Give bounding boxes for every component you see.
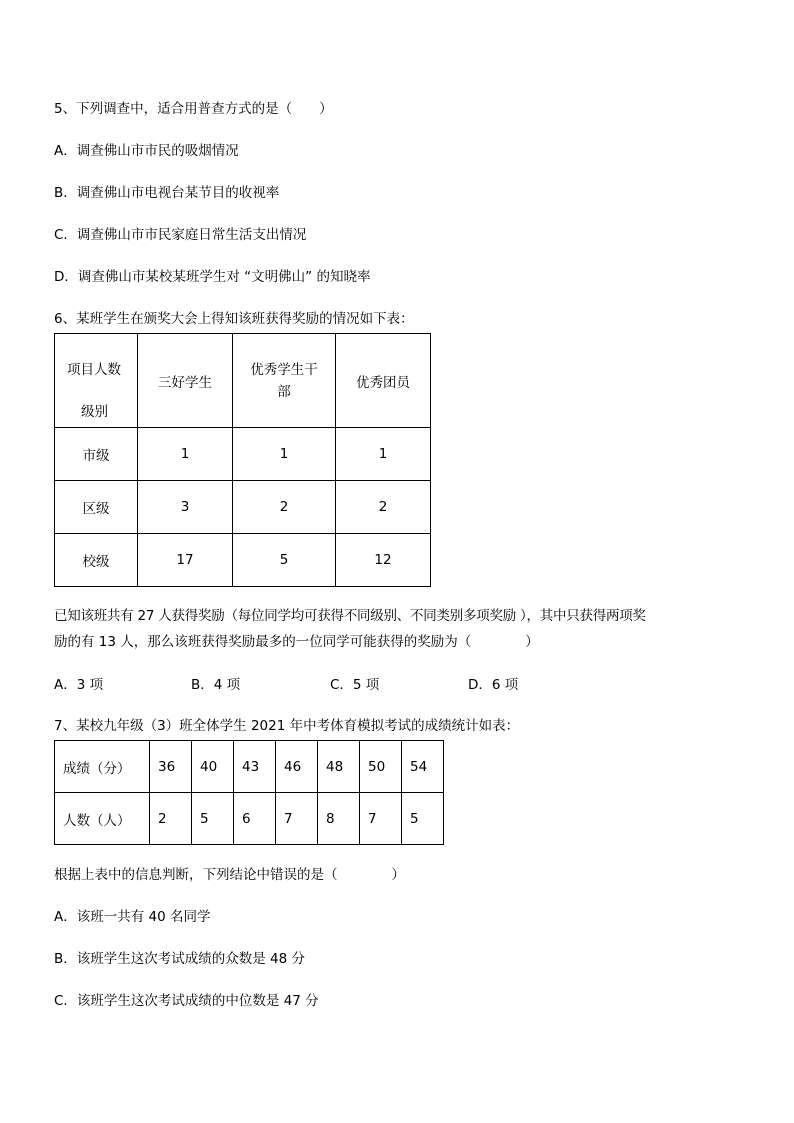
q7-question: 根据上表中的信息判断，下列结论中错误的是（ ） bbox=[54, 867, 405, 883]
q5-option-c: C．调查佛山市市民家庭日常生活支出情况 bbox=[54, 227, 307, 243]
table-cell: 2 bbox=[233, 481, 336, 534]
q6-text-line2: 励的有 13 人，那么该班获得奖励最多的一位同学可能获得的奖励为（ ） bbox=[54, 634, 539, 650]
table-corner-cell bbox=[55, 334, 138, 428]
table-cell: 40 bbox=[192, 741, 234, 793]
table-row bbox=[55, 428, 431, 481]
table-cell: 3 bbox=[138, 481, 233, 534]
table-cell: 5 bbox=[402, 793, 444, 845]
q7-stem: 7、某校九年级（3）班全体学生 2021 年中考体育模拟考试的成绩统计如表： bbox=[54, 718, 520, 734]
table-cell: 50 bbox=[360, 741, 402, 793]
table-cell: 1 bbox=[138, 428, 233, 481]
table-cell: 17 bbox=[138, 534, 233, 587]
q7-option-c: C．该班学生这次考试成绩的中位数是 47 分 bbox=[54, 993, 319, 1009]
row-label: 人数（人） bbox=[55, 793, 150, 845]
q7-option-b: B．该班学生这次考试成绩的众数是 48 分 bbox=[54, 951, 306, 967]
table-row bbox=[55, 481, 431, 534]
table-cell: 36 bbox=[150, 741, 192, 793]
row-label: 成绩（分） bbox=[55, 741, 150, 793]
row-label: 区级 bbox=[55, 481, 138, 534]
row-label: 校级 bbox=[55, 534, 138, 587]
table-row bbox=[55, 793, 444, 845]
q6-stem: 6、某班学生在颁奖大会上得知该班获得奖励的情况如下表： bbox=[54, 311, 414, 327]
q6-option-d: D．6 项 bbox=[468, 677, 519, 693]
table-cell: 46 bbox=[276, 741, 318, 793]
table-cell: 6 bbox=[234, 793, 276, 845]
table-row bbox=[55, 741, 444, 793]
q5-option-b: B．调查佛山市电视台某节目的收视率 bbox=[54, 185, 280, 201]
table-cell: 1 bbox=[233, 428, 336, 481]
table-cell: 43 bbox=[234, 741, 276, 793]
q6-option-b: B．4 项 bbox=[191, 677, 241, 693]
table-cell: 2 bbox=[336, 481, 431, 534]
corner-label-level: 级别 bbox=[81, 404, 108, 420]
table-cell: 7 bbox=[360, 793, 402, 845]
table-cell: 54 bbox=[402, 741, 444, 793]
q7-option-a: A．该班一共有 40 名同学 bbox=[54, 909, 211, 925]
q7-score-table bbox=[54, 740, 444, 845]
q5-stem: 5、下列调查中，适合用普查方式的是（ ） bbox=[54, 101, 333, 117]
q6-option-a: A．3 项 bbox=[54, 677, 104, 693]
column-header: 优秀学生干部 bbox=[233, 334, 336, 428]
table-cell: 12 bbox=[336, 534, 431, 587]
column-header: 三好学生 bbox=[138, 334, 233, 428]
table-cell: 1 bbox=[336, 428, 431, 481]
table-row bbox=[55, 534, 431, 587]
table-header-row bbox=[55, 334, 431, 428]
corner-label-items: 项目人数 bbox=[67, 362, 121, 378]
q6-award-table bbox=[54, 333, 431, 587]
q6-text-line1: 已知该班共有 27 人获得奖励（每位同学均可获得不同级别、不同类别多项奖励 ），其中只获得两项奖 bbox=[54, 608, 646, 624]
q5-option-d: D．调查佛山市某校某班学生对 “文明佛山” 的知晓率 bbox=[54, 269, 371, 285]
table-cell: 5 bbox=[192, 793, 234, 845]
table-cell: 2 bbox=[150, 793, 192, 845]
table-cell: 48 bbox=[318, 741, 360, 793]
row-label: 市级 bbox=[55, 428, 138, 481]
q6-option-c: C．5 项 bbox=[330, 677, 380, 693]
table-cell: 5 bbox=[233, 534, 336, 587]
q5-option-a: A．调查佛山市市民的吸烟情况 bbox=[54, 143, 239, 159]
table-cell: 8 bbox=[318, 793, 360, 845]
table-cell: 7 bbox=[276, 793, 318, 845]
column-header: 优秀团员 bbox=[336, 334, 431, 428]
